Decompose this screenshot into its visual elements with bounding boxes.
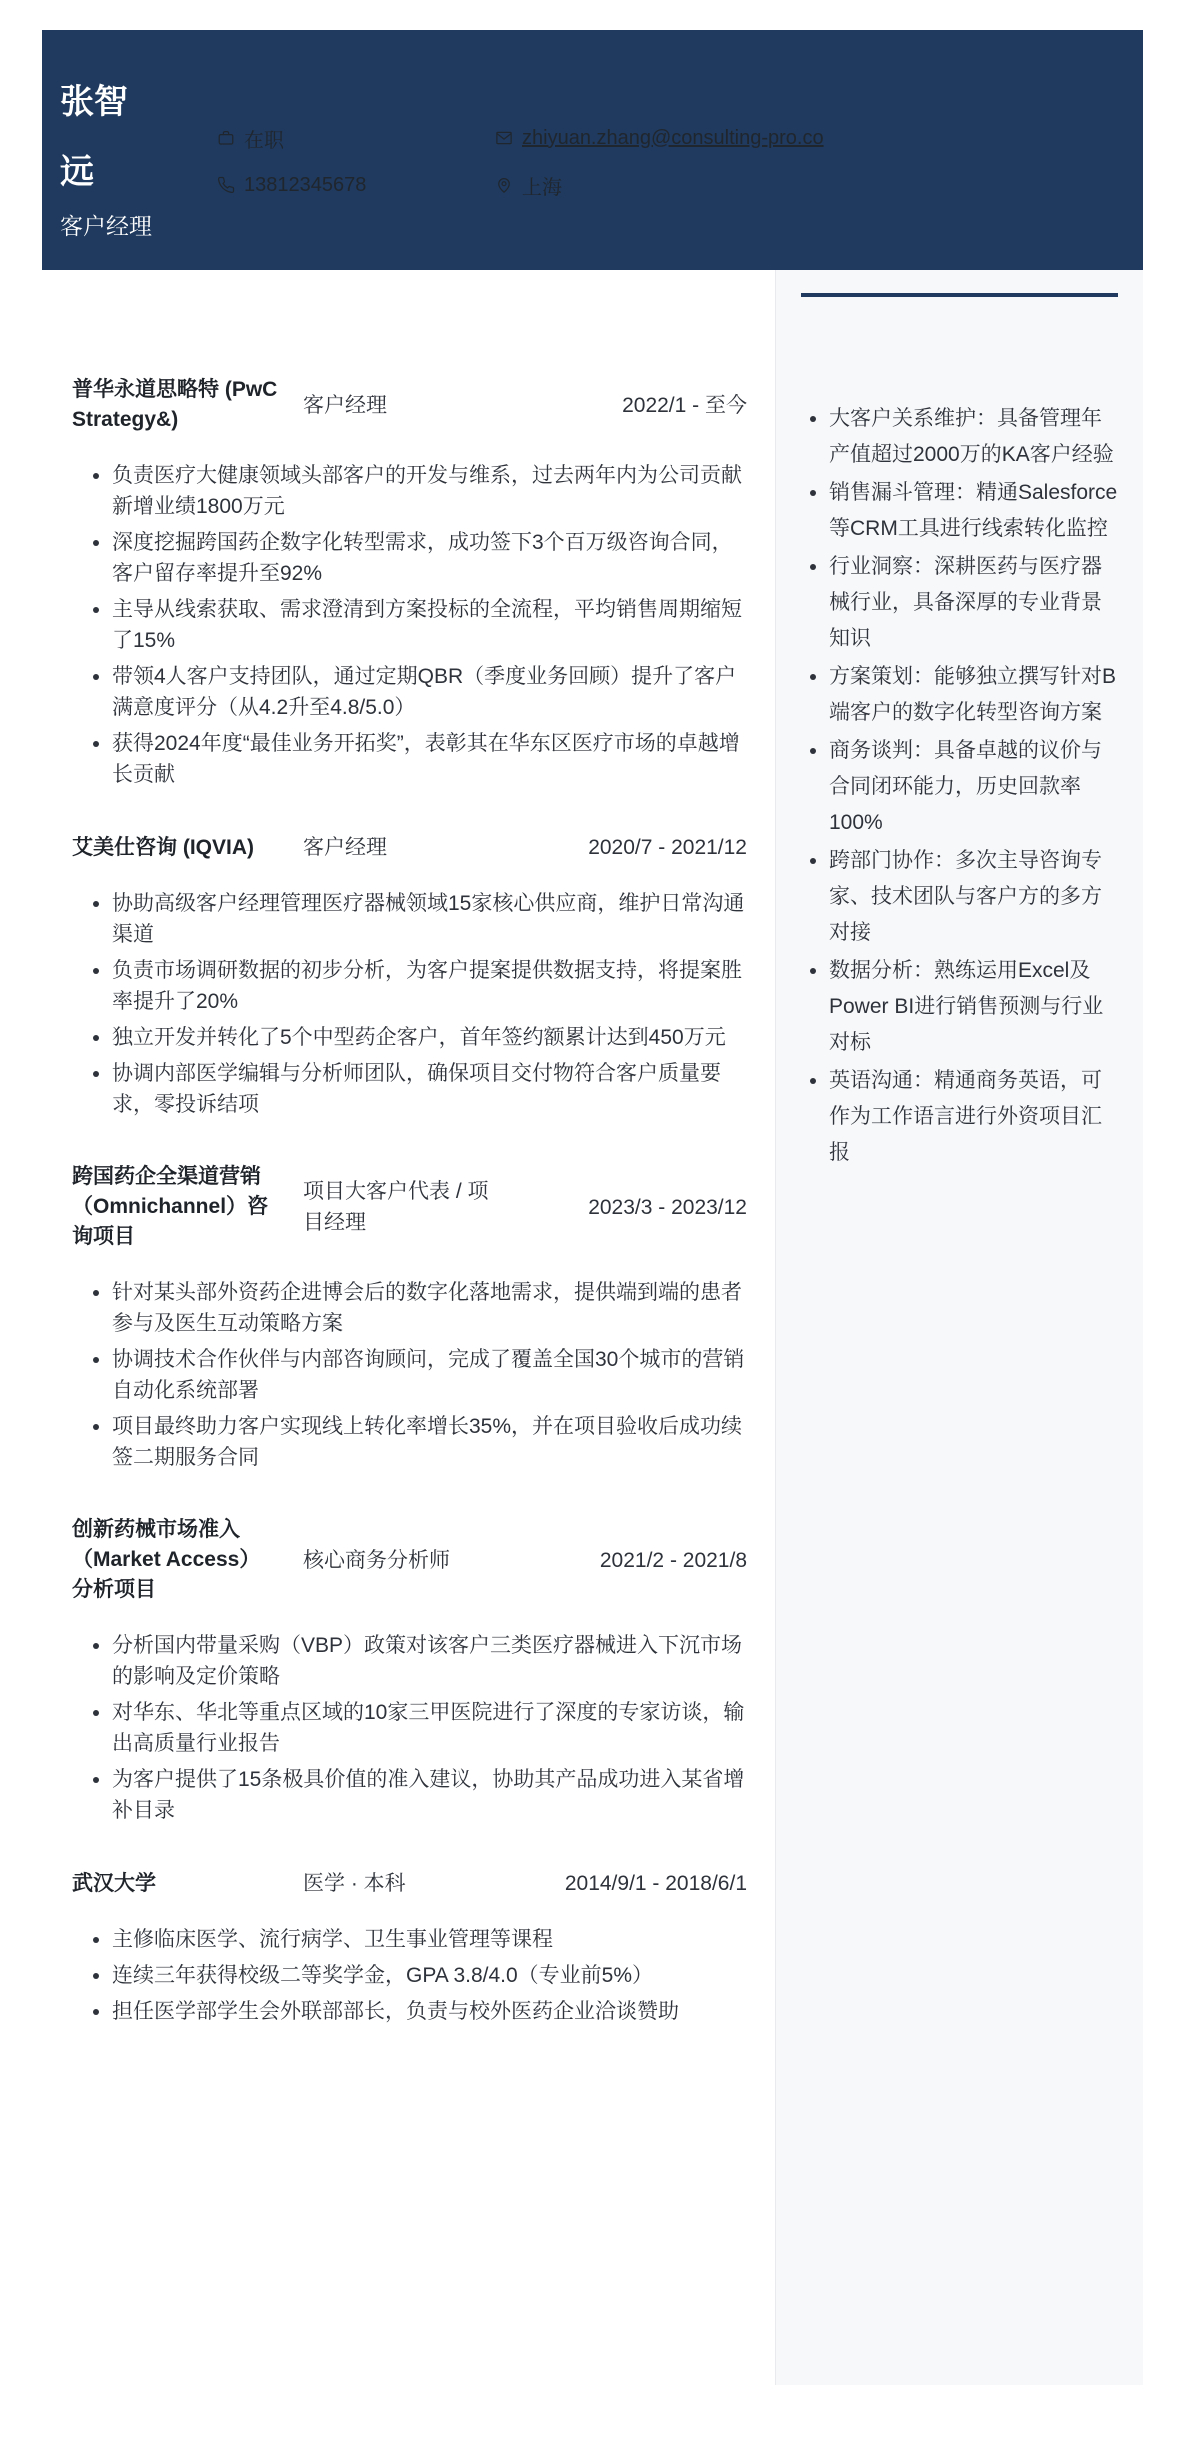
candidate-title: 客户经理 — [60, 213, 152, 239]
contact-column-right — [495, 127, 1143, 270]
role-title: 项目大客户代表 / 项目经理 — [303, 1180, 489, 1234]
company-name: 普华永道思略特 (PwC Strategy&) — [72, 378, 278, 431]
bullet-item: • 负责医疗大健康领域头部客户的开发与维系，过去两年内为公司贡献新增业绩1800万元 — [112, 460, 747, 522]
experience-entry — [72, 832, 747, 1120]
phone-row — [217, 174, 495, 196]
bullet-item: • 对华东、华北等重点区域的10家三甲医院进行了深度的专家访谈，输出高质量行业报告 — [112, 1697, 747, 1759]
skill-item: • 数据分析：熟练运用Excel及Power BI进行销售预测与行业对标 — [829, 953, 1118, 1061]
bullet-item: • 独立开发并转化了5个中型药企客户，首年签约额累计达到450万元 — [112, 1022, 747, 1053]
briefcase-icon — [217, 129, 235, 147]
project-name: 创新药械市场准入（Market Access）分析项目 — [72, 1518, 261, 1601]
bullet-item: • 深度挖掘跨国药企数字化转型需求，成功签下3个百万级咨询合同，客户留存率提升至92% — [112, 527, 747, 589]
date-range: 2020/7 - 2021/12 — [588, 836, 747, 859]
bullet-item: • 担任医学部学生会外联部部长，负责与校外医药企业洽谈赞助 — [112, 1996, 747, 2027]
bullet-item: • 协调技术合作伙伴与内部咨询顾问，完成了覆盖全国30个城市的营销自动化系统部署 — [112, 1344, 747, 1406]
date-range: 2021/2 - 2021/8 — [599, 1548, 747, 1572]
entry-header — [72, 832, 747, 863]
project-entry — [72, 1515, 747, 1826]
entry-header — [72, 1868, 747, 1899]
bullet-item: • 分析国内带量采购（VBP）政策对该客户三类医疗器械进入下沉市场的影响及定价策略 — [112, 1630, 747, 1692]
contact-column-left — [217, 127, 495, 270]
bullet-item: • 协助高级客户经理管理医疗器械领域15家核心供应商，维护日常沟通渠道 — [112, 888, 747, 950]
email-link[interactable]: zhiyuan.zhang@consulting-pro.co — [522, 127, 824, 149]
company-name: 艾美仕咨询 (IQVIA) — [72, 835, 254, 859]
bullet-list — [72, 460, 747, 790]
resume-header — [42, 30, 1143, 270]
skill-item: • 大客户关系维护：具备管理年产值超过2000万的KA客户经验 — [829, 401, 1118, 473]
bullet-list — [72, 1277, 747, 1473]
education-entry — [72, 1868, 747, 2027]
sidebar-accent-bar — [801, 293, 1118, 297]
role-title: 客户经理 — [303, 393, 387, 417]
degree-title: 医学 · 本科 — [303, 1872, 406, 1895]
candidate-name: 张智远 — [60, 83, 128, 191]
skill-item: • 销售漏斗管理：精通Salesforce等CRM工具进行线索转化监控 — [829, 475, 1118, 547]
contact-info — [217, 30, 1143, 270]
skills-sidebar — [775, 270, 1143, 2385]
skill-item: • 英语沟通：精通商务英语，可作为工作语言进行外资项目汇报 — [829, 1063, 1118, 1171]
bullet-item: • 获得2024年度“最佳业务开拓奖”，表彰其在华东区医疗市场的卓越增长贡献 — [112, 728, 747, 790]
bullet-item: • 主修临床医学、流行病学、卫生事业管理等课程 — [112, 1924, 747, 1955]
experience-entry — [72, 375, 747, 790]
project-entry — [72, 1162, 747, 1473]
entry-header — [72, 375, 747, 435]
skill-item: • 商务谈判：具备卓越的议价与合同闭环能力，历史回款率100% — [829, 733, 1118, 841]
bullet-item: • 协调内部医学编辑与分析师团队，确保项目交付物符合客户质量要求，零投诉结项 — [112, 1058, 747, 1120]
resume-body — [42, 270, 1143, 2385]
bullet-item: • 连续三年获得校级二等奖学金，GPA 3.8/4.0（专业前5%） — [112, 1960, 747, 1991]
main-column — [42, 270, 775, 2385]
entry-header — [72, 1515, 747, 1605]
email-row — [495, 127, 1143, 149]
bullet-list — [72, 1924, 747, 2027]
skill-item: • 跨部门协作：多次主导咨询专家、技术团队与客户方的多方对接 — [829, 843, 1118, 951]
identity-block — [60, 30, 180, 270]
date-range: 2014/9/1 - 2018/6/1 — [564, 1872, 747, 1895]
resume-sheet — [42, 30, 1143, 2385]
school-name: 武汉大学 — [72, 1871, 156, 1895]
bullet-item: • 负责市场调研数据的初步分析，为客户提案提供数据支持，将提案胜率提升了20% — [112, 955, 747, 1017]
mail-icon — [495, 129, 513, 147]
phone-number: 13812345678 — [244, 174, 367, 196]
bullet-list — [72, 888, 747, 1120]
role-title: 核心商务分析师 — [303, 1548, 450, 1572]
project-name: 跨国药企全渠道营销（Omnichannel）咨询项目 — [72, 1165, 269, 1248]
date-range: 2023/3 - 2023/12 — [588, 1195, 747, 1219]
bullet-list — [72, 1630, 747, 1826]
bullet-item: • 带领4人客户支持团队，通过定期QBR（季度业务回顾）提升了客户满意度评分（从4.2升至4.8/5.0） — [112, 661, 747, 723]
skill-item: • 方案策划：能够独立撰写针对B端客户的数字化转型咨询方案 — [829, 659, 1118, 731]
bullet-item: • 针对某头部外资药企进博会后的数字化落地需求，提供端到端的患者参与及医生互动策略方案 — [112, 1277, 747, 1339]
location-pin-icon — [495, 176, 513, 194]
bullet-item: • 主导从线索获取、需求澄清到方案投标的全流程，平均销售周期缩短了15% — [112, 594, 747, 656]
entry-header — [72, 1162, 747, 1252]
phone-icon — [217, 176, 235, 194]
date-range: 2022/1 - 至今 — [622, 393, 747, 417]
bullet-item: • 项目最终助力客户实现线上转化率增长35%，并在项目验收后成功续签二期服务合同 — [112, 1411, 747, 1473]
employment-status — [217, 127, 495, 149]
skills-list — [801, 401, 1118, 1171]
skill-item: • 行业洞察：深耕医药与医疗器械行业，具备深厚的专业背景知识 — [829, 549, 1118, 657]
bullet-item: • 为客户提供了15条极具价值的准入建议，协助其产品成功进入某省增补目录 — [112, 1764, 747, 1826]
role-title: 客户经理 — [303, 836, 387, 859]
resume-page — [0, 30, 1191, 2441]
location-row — [495, 174, 1143, 196]
location-text: 上海 — [522, 176, 562, 196]
employment-status-text: 在职 — [244, 129, 284, 149]
